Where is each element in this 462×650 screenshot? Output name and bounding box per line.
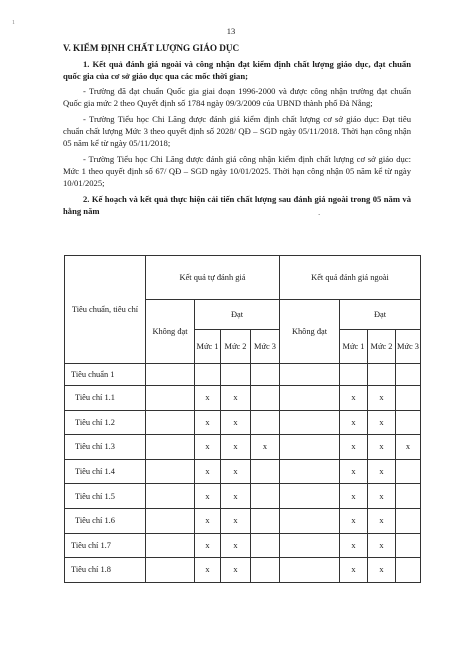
header-ext-level-3: Mức 3 <box>396 330 421 364</box>
self-cell: x <box>195 386 221 411</box>
paragraph-3: - Trường Tiểu học Chi Lăng được đánh giá công nhận kiểm định chất lượng cơ sở giáo dục: Mức 1 theo quyết định số 67/ QĐ – SGD ngày 10/01/2025. Thời hạn công nhận 05 năm kể từ ngày 10/01/2025; <box>63 154 411 188</box>
self-cell: x <box>221 533 251 558</box>
self-cell: x <box>195 435 221 460</box>
ext-cell: x <box>340 435 368 460</box>
self-cell: x <box>195 508 221 533</box>
document-body <box>63 42 411 220</box>
header-ext-level-2: Mức 2 <box>368 330 396 364</box>
header-self-level-2: Mức 2 <box>221 330 251 364</box>
paragraph-1: - Trường đã đạt chuẩn Quốc gia giai đoạn 1996-2000 và được công nhận trường đạt chuẩn Quốc gia mức 2 theo Quyết định số 1784 ngày 09/3/2009 của UBND thành phố Đà Nẵng; <box>63 86 411 108</box>
self-cell: x <box>195 410 221 435</box>
ext-cell <box>396 459 421 484</box>
self-cell <box>251 484 280 509</box>
paragraph-2: - Trường Tiểu học Chi Lăng được đánh giá kiểm định chất lượng cơ sở giáo dục: Đạt tiêu chuẩn chất lượng Mức 3 theo quyết định số 2028/ QĐ – SGD ngày 05/11/2018. Thời hạn công nhận 05 năm kể từ ngày 05/11/2018; <box>63 114 411 148</box>
self-cell: x <box>251 435 280 460</box>
self-cell <box>146 558 195 583</box>
stray-mark: ` <box>318 213 321 221</box>
ext-cell: x <box>368 410 396 435</box>
corner-mark: 1 <box>12 20 15 26</box>
self-cell: x <box>195 459 221 484</box>
header-self-met: Đạt <box>195 300 280 330</box>
section-heading: V. KIỂM ĐỊNH CHẤT LƯỢNG GIÁO DỤC <box>63 43 240 53</box>
self-cell <box>251 533 280 558</box>
self-cell <box>251 459 280 484</box>
ext-cell <box>396 533 421 558</box>
self-cell: x <box>221 386 251 411</box>
self-cell <box>251 558 280 583</box>
ext-cell <box>280 533 340 558</box>
self-cell: x <box>221 410 251 435</box>
standard-label: Tiêu chuẩn 1 <box>65 364 146 386</box>
ext-cell <box>396 410 421 435</box>
ext-cell: x <box>368 484 396 509</box>
self-cell: x <box>221 484 251 509</box>
self-cell <box>146 508 195 533</box>
self-cell: x <box>221 435 251 460</box>
ext-cell: x <box>368 533 396 558</box>
criterion-name: Tiêu chí 1.7 <box>65 533 146 558</box>
self-cell <box>251 508 280 533</box>
self-cell <box>146 410 195 435</box>
ext-cell <box>280 410 340 435</box>
ext-cell: x <box>340 558 368 583</box>
table-row <box>65 484 421 509</box>
ext-cell: x <box>396 435 421 460</box>
table-row <box>65 558 421 583</box>
criterion-name: Tiêu chí 1.3 <box>65 435 146 460</box>
ext-cell: x <box>368 558 396 583</box>
ext-cell: x <box>340 533 368 558</box>
header-self-level-1: Mức 1 <box>195 330 221 364</box>
table-row <box>65 386 421 411</box>
self-cell: x <box>195 533 221 558</box>
criterion-name: Tiêu chí 1.4 <box>65 459 146 484</box>
ext-cell <box>280 484 340 509</box>
header-external-assessment: Kết quả đánh giá ngoài <box>280 256 421 300</box>
ext-cell <box>396 508 421 533</box>
ext-cell <box>280 435 340 460</box>
ext-cell <box>396 558 421 583</box>
table-row <box>65 410 421 435</box>
ext-cell <box>280 558 340 583</box>
header-ext-level-1: Mức 1 <box>340 330 368 364</box>
ext-cell: x <box>368 459 396 484</box>
self-cell <box>251 410 280 435</box>
table-row <box>65 533 421 558</box>
subheading-1: 1. Kết quả đánh giá ngoài và công nhận đạt kiểm định chất lượng giáo dục, đạt chuẩn quốc gia của cơ sở giáo dục qua các mốc thời gian; <box>63 59 411 81</box>
criterion-name: Tiêu chí 1.5 <box>65 484 146 509</box>
self-cell: x <box>195 484 221 509</box>
self-cell <box>251 386 280 411</box>
self-cell <box>146 459 195 484</box>
ext-cell: x <box>340 459 368 484</box>
criterion-name: Tiêu chí 1.2 <box>65 410 146 435</box>
ext-cell <box>280 386 340 411</box>
ext-cell: x <box>368 508 396 533</box>
table-row <box>65 459 421 484</box>
ext-cell <box>280 508 340 533</box>
self-cell <box>146 484 195 509</box>
header-self-not-met: Không đạt <box>146 300 195 364</box>
self-cell: x <box>221 459 251 484</box>
assessment-table <box>64 255 421 583</box>
ext-cell: x <box>340 484 368 509</box>
ext-cell <box>396 484 421 509</box>
self-cell <box>146 533 195 558</box>
criterion-name: Tiêu chí 1.8 <box>65 558 146 583</box>
table-row-standard <box>65 364 421 386</box>
ext-cell: x <box>340 508 368 533</box>
ext-cell <box>396 386 421 411</box>
header-self-assessment: Kết quả tự đánh giá <box>146 256 280 300</box>
self-cell <box>146 386 195 411</box>
ext-cell: x <box>340 386 368 411</box>
ext-cell <box>280 459 340 484</box>
header-ext-not-met: Không đạt <box>280 300 340 364</box>
page-number: 13 <box>226 26 236 36</box>
ext-cell: x <box>340 410 368 435</box>
table-row <box>65 508 421 533</box>
header-criteria: Tiêu chuẩn, tiêu chí <box>65 256 146 364</box>
ext-cell: x <box>368 386 396 411</box>
criterion-name: Tiêu chí 1.1 <box>65 386 146 411</box>
ext-cell: x <box>368 435 396 460</box>
self-cell: x <box>221 508 251 533</box>
criterion-name: Tiêu chí 1.6 <box>65 508 146 533</box>
self-cell: x <box>195 558 221 583</box>
subheading-2: 2. Kế hoạch và kết quả thực hiện cải tiến chất lượng sau đánh giá ngoài trong 05 năm và hằng năm <box>63 194 411 216</box>
header-ext-met: Đạt <box>340 300 421 330</box>
header-self-level-3: Mức 3 <box>251 330 280 364</box>
self-cell <box>146 435 195 460</box>
self-cell: x <box>221 558 251 583</box>
table-row <box>65 435 421 460</box>
